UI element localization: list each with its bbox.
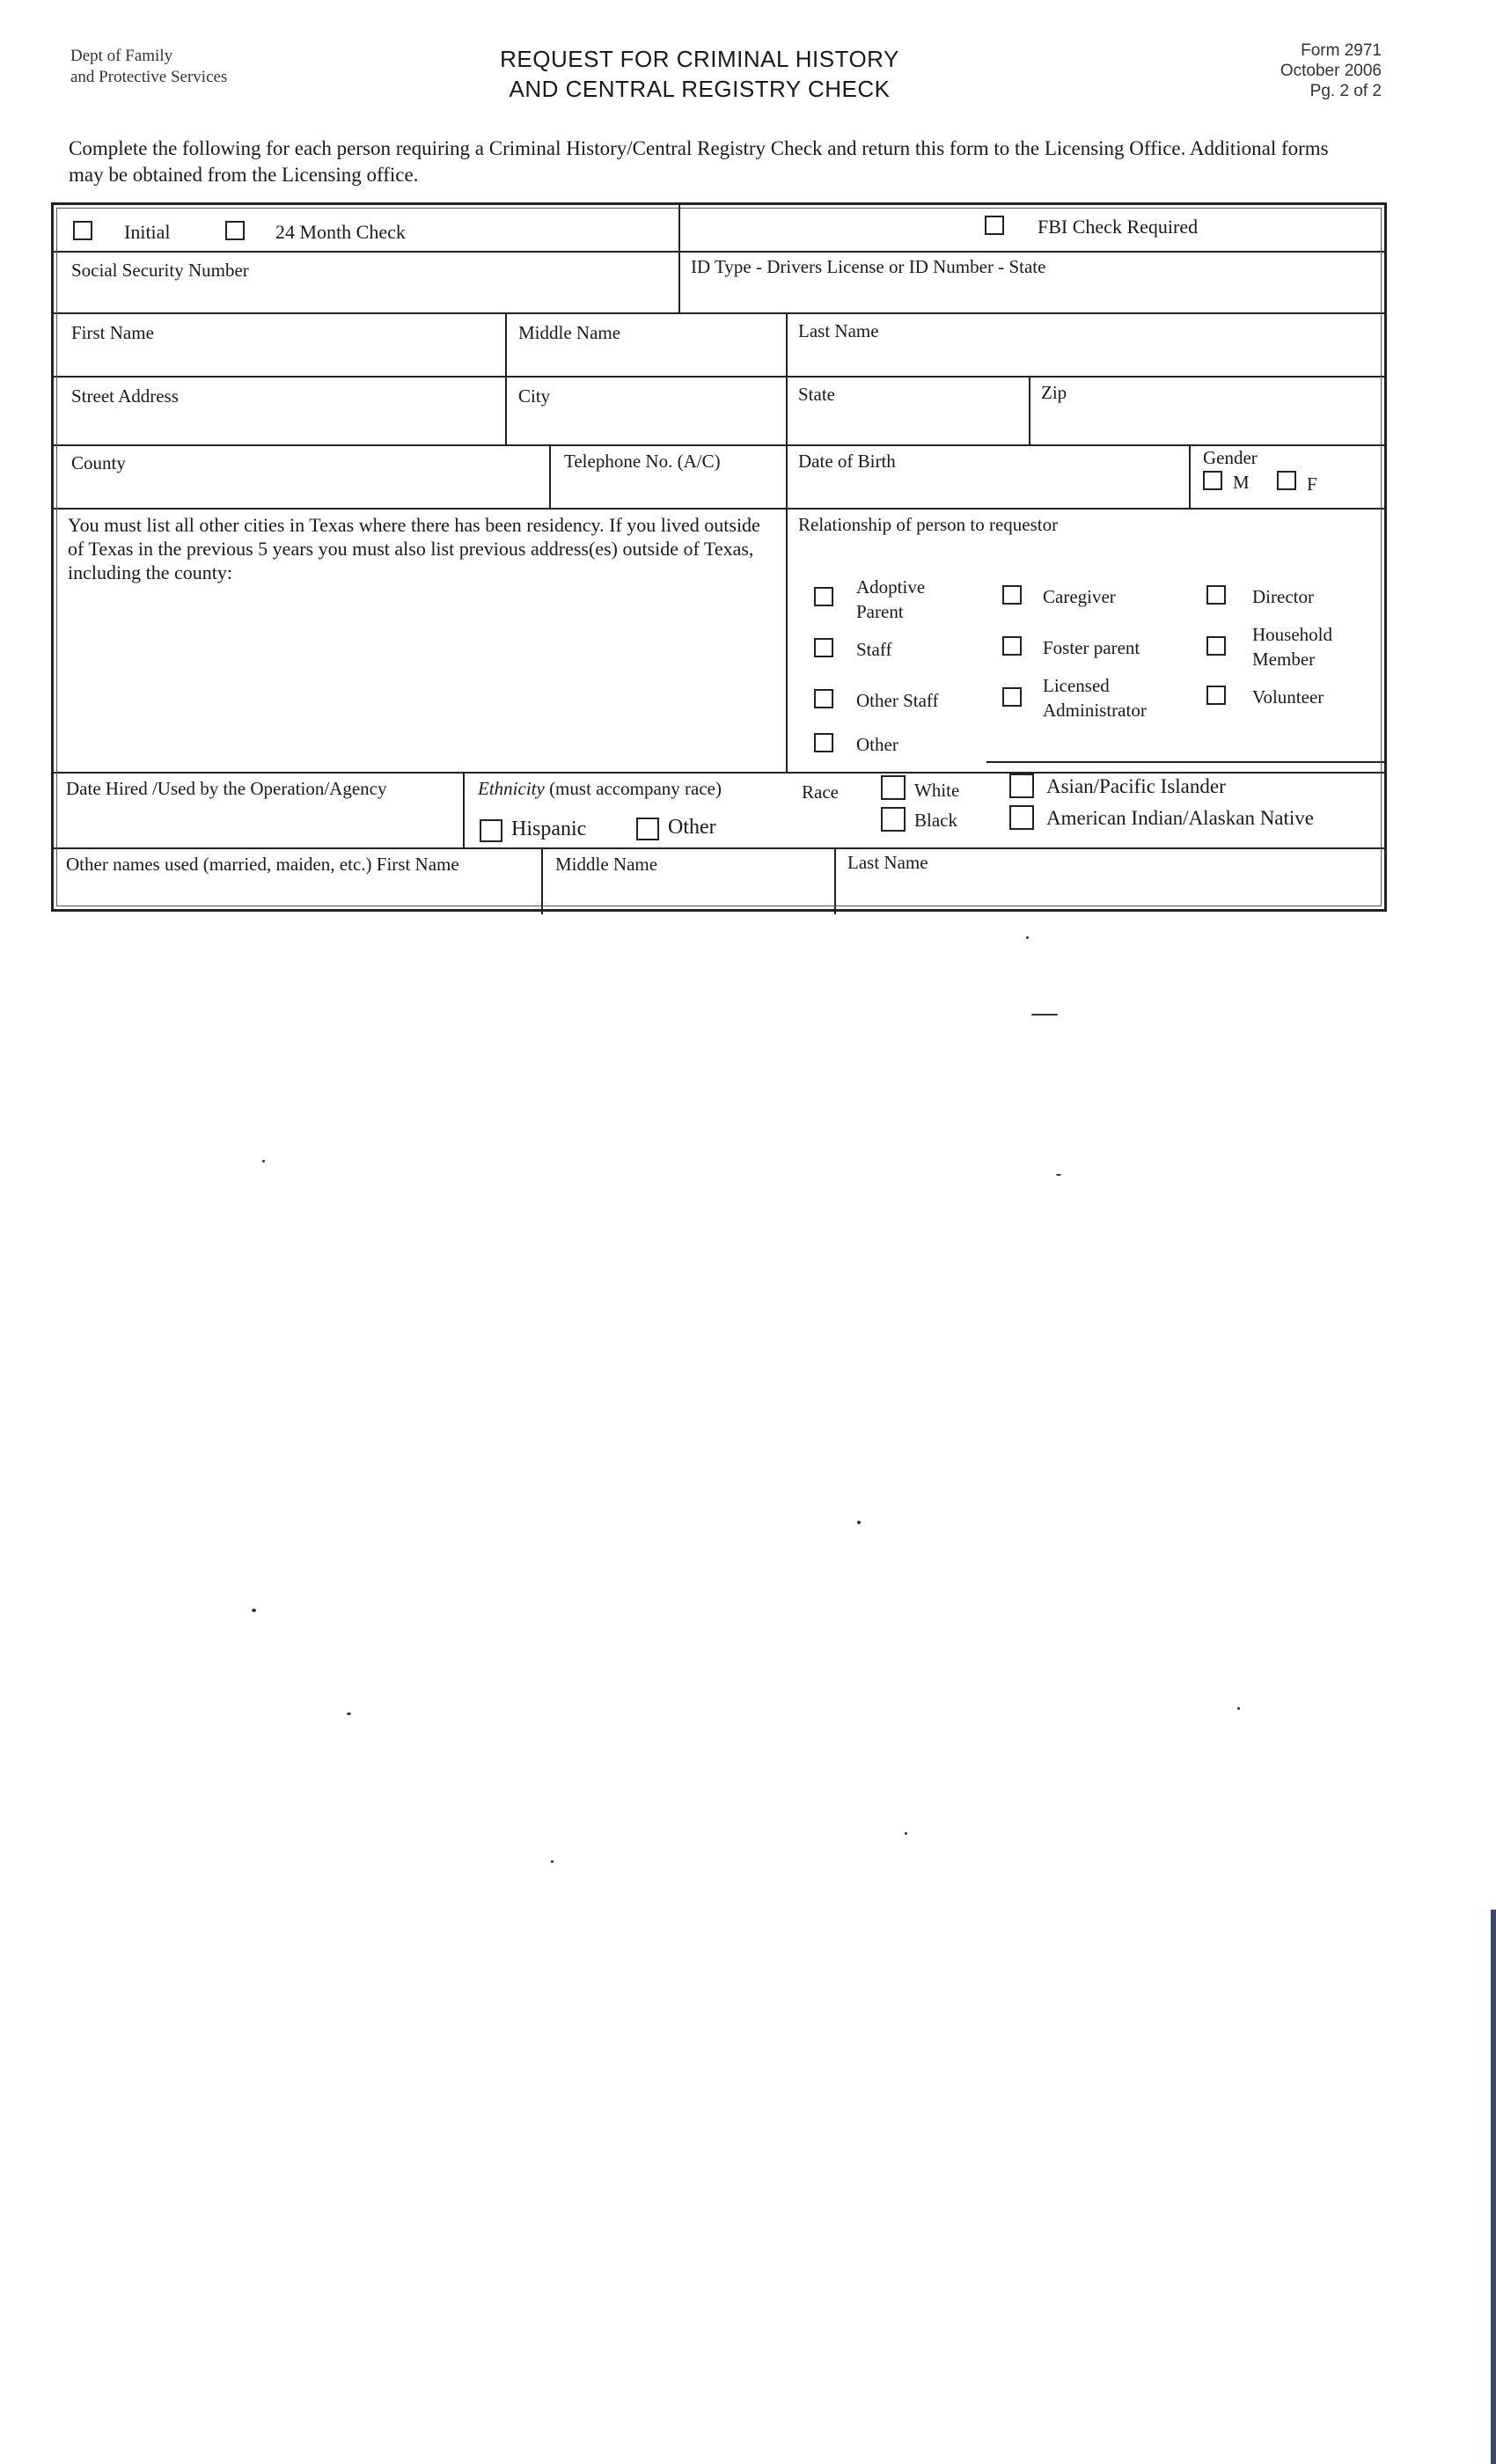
ethnicity-other-label: Other [668, 816, 716, 839]
fbi-check-checkbox[interactable] [985, 216, 1004, 235]
ethnicity-label-italic: Ethnicity [478, 778, 545, 799]
adoptive-parent-line-2: Parent [856, 601, 904, 622]
page-number: Pg. 2 of 2 [1309, 82, 1382, 100]
foster-parent-label: Foster parent [1043, 637, 1140, 658]
relationship-other-line [986, 761, 1384, 763]
initial-checkbox[interactable] [73, 221, 92, 240]
other-first-name-label: Other names used (married, maiden, etc.) First Name [66, 854, 459, 875]
id-type-field[interactable] [682, 254, 1381, 311]
col-divider [1029, 376, 1030, 444]
row-divider [54, 508, 1384, 510]
date-hired-field[interactable] [57, 775, 461, 846]
row-divider [54, 444, 1384, 446]
adoptive-parent-label [856, 575, 925, 624]
other-staff-label: Other Staff [856, 690, 939, 711]
residency-field[interactable] [57, 592, 784, 768]
first-name-label: First Name [71, 322, 154, 343]
household-member-line-1: Household [1252, 624, 1332, 645]
adoptive-parent-checkbox[interactable] [814, 587, 833, 606]
col-divider [541, 847, 543, 914]
24-month-checkbox[interactable] [225, 221, 245, 240]
race-black-checkbox[interactable] [881, 807, 906, 832]
other-staff-checkbox[interactable] [814, 689, 833, 708]
24-month-label: 24 Month Check [275, 221, 406, 243]
form-number: Form 2971 [1301, 41, 1382, 60]
zip-label: Zip [1041, 382, 1067, 403]
last-name-field[interactable] [789, 316, 1381, 374]
col-divider [1189, 444, 1191, 508]
scan-speck [1031, 1014, 1058, 1016]
row-divider [54, 251, 1384, 253]
agency-line-2: and Protective Services [70, 68, 228, 86]
other-relationship-field[interactable] [986, 730, 1381, 759]
title-line-1: REQUEST FOR CRIMINAL HISTORY [500, 46, 899, 72]
id-type-label: ID Type - Drivers License or ID Number - State [691, 256, 1046, 277]
scan-speck [905, 1832, 907, 1835]
staff-checkbox[interactable] [814, 638, 833, 657]
date-hired-label: Date Hired /Used by the Operation/Agency [66, 778, 387, 799]
race-white-label: White [914, 780, 960, 801]
city-field[interactable] [509, 379, 784, 443]
scan-speck [347, 1712, 351, 1715]
volunteer-label: Volunteer [1252, 686, 1324, 708]
scan-speck [857, 1521, 861, 1524]
scan-speck [262, 1160, 265, 1162]
licensed-administrator-checkbox[interactable] [1002, 687, 1022, 707]
relationship-label: Relationship of person to requestor [798, 514, 1059, 535]
race-american-indian-label: American Indian/Alaskan Native [1046, 807, 1314, 829]
scan-speck [1026, 936, 1029, 939]
licensed-administrator-label [1043, 673, 1147, 722]
hispanic-checkbox[interactable] [480, 819, 502, 842]
row-divider [54, 312, 1384, 314]
other-relationship-label: Other [856, 734, 898, 755]
col-divider [549, 444, 551, 508]
scan-speck [252, 1609, 256, 1612]
gender-f-label: F [1307, 473, 1317, 495]
hispanic-label: Hispanic [511, 818, 587, 840]
ssn-field[interactable] [57, 254, 677, 311]
first-name-field[interactable] [57, 316, 503, 374]
form-date: October 2006 [1280, 62, 1382, 80]
fbi-check-label: FBI Check Required [1038, 216, 1199, 238]
check-request-form [51, 202, 1387, 912]
row-divider [54, 772, 1384, 774]
foster-parent-checkbox[interactable] [1002, 636, 1022, 656]
residency-instructions: You must list all other cities in Texas where there has been residency. If you lived outside of Texas in the previous 5 years you must also list previous address(es) outside of Texas, including the county: [68, 514, 760, 583]
city-label: City [518, 385, 551, 407]
instructions-text: Complete the following for each person requiring a Criminal History/Central Registry Check and return this form to the Licensing Office. Additional forms may be obtained from the Licensing office. [69, 137, 1329, 186]
ethnicity-label-rest: (must accompany race) [544, 778, 722, 799]
ethnicity-other-checkbox[interactable] [636, 818, 659, 840]
household-member-line-2: Member [1252, 649, 1316, 670]
other-relationship-checkbox[interactable] [814, 733, 833, 752]
other-middle-name-label: Middle Name [555, 854, 658, 875]
agency-line-1: Dept of Family [70, 47, 173, 65]
race-label: Race [802, 781, 839, 803]
last-name-label: Last Name [798, 320, 879, 341]
col-divider [505, 312, 507, 444]
ethnicity-label [478, 777, 722, 800]
adoptive-parent-line-1: Adoptive [856, 576, 926, 598]
col-divider [786, 312, 788, 772]
scan-speck [1056, 1174, 1061, 1176]
col-divider [678, 205, 680, 312]
col-divider [834, 847, 836, 914]
other-last-name-label: Last Name [847, 852, 928, 873]
household-member-label [1252, 622, 1332, 671]
date-of-birth-field[interactable] [789, 448, 1187, 506]
street-address-field[interactable] [57, 379, 503, 443]
race-american-indian-checkbox[interactable] [1009, 805, 1034, 830]
gender-label: Gender [1203, 447, 1258, 468]
form-title [0, 44, 1399, 104]
race-asian-label: Asian/Pacific Islander [1046, 775, 1226, 797]
title-line-2: AND CENTRAL REGISTRY CHECK [509, 76, 891, 102]
form-number-block [1280, 40, 1382, 101]
staff-label: Staff [856, 639, 892, 660]
initial-label: Initial [124, 221, 171, 243]
row-divider [54, 376, 1384, 378]
other-last-name-field[interactable] [838, 851, 1381, 911]
gender-f-checkbox[interactable] [1277, 471, 1296, 490]
telephone-field[interactable] [553, 448, 784, 506]
state-field[interactable] [789, 379, 1027, 443]
gender-m-checkbox[interactable] [1203, 471, 1222, 490]
row-divider [54, 847, 1384, 849]
ssn-label: Social Security Number [71, 260, 249, 281]
street-address-label: Street Address [71, 385, 179, 407]
scan-speck [551, 1860, 554, 1863]
licensed-administrator-line-2: Administrator [1043, 700, 1147, 721]
caregiver-label: Caregiver [1043, 586, 1116, 607]
zip-field[interactable] [1032, 379, 1381, 443]
household-member-checkbox[interactable] [1206, 636, 1226, 656]
race-asian-checkbox[interactable] [1009, 774, 1034, 798]
gender-m-label: M [1233, 472, 1250, 493]
county-label: County [71, 452, 126, 473]
telephone-label: Telephone No. (A/C) [564, 451, 721, 472]
state-label: State [798, 384, 835, 405]
middle-name-field[interactable] [509, 316, 784, 374]
volunteer-checkbox[interactable] [1206, 686, 1226, 705]
caregiver-checkbox[interactable] [1002, 585, 1022, 605]
licensed-administrator-line-1: Licensed [1043, 675, 1110, 696]
county-field[interactable] [57, 448, 547, 506]
race-white-checkbox[interactable] [881, 775, 906, 800]
date-of-birth-label: Date of Birth [798, 451, 896, 472]
other-middle-name-field[interactable] [545, 851, 832, 911]
director-checkbox[interactable] [1206, 585, 1226, 605]
middle-name-label: Middle Name [518, 322, 621, 343]
scan-speck [1237, 1707, 1240, 1710]
col-divider [463, 772, 465, 847]
other-first-name-field[interactable] [57, 851, 539, 911]
race-black-label: Black [914, 810, 957, 831]
scan-edge [1491, 1910, 1496, 2464]
director-label: Director [1252, 586, 1314, 607]
